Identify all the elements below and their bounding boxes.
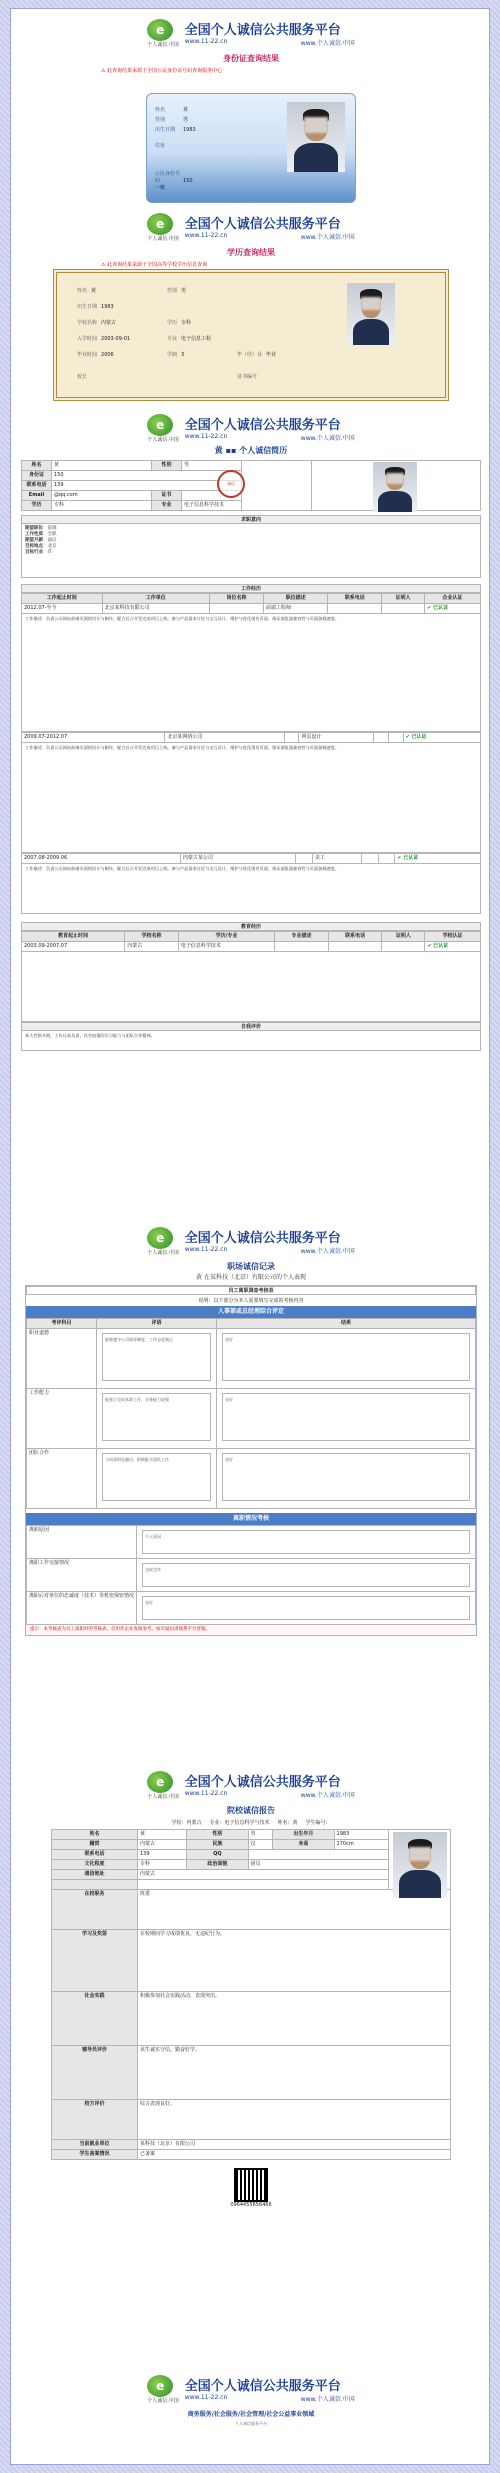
logo-e-icon: e xyxy=(147,19,173,41)
platform-url[interactable]: www.11-22.cn xyxy=(184,1790,228,1797)
table-row: 离职原因 个人原因 xyxy=(27,1526,476,1559)
edu-notice: ⚠ 此查询结果来源于全国高等学校学历信息查询 xyxy=(101,262,208,268)
table-row: 团队合作 与同事相处融洽，积极配合团队工作 良好 xyxy=(27,1449,476,1509)
table-row: 2009.07-2012.07 北京某网络公司 网页设计 ✔ 已认证 xyxy=(22,733,481,743)
table-row: 学习及奖惩 在校期间学习成绩优良，无违纪行为。 xyxy=(52,1930,451,1992)
logo-e-icon: e xyxy=(147,1227,173,1249)
school-photo xyxy=(393,1832,447,1898)
table-row: 工作能力 能独立完成本职工作，业务能力较强 良好 xyxy=(27,1389,476,1449)
qr-code-icon xyxy=(234,2168,268,2202)
school-table: 姓名 黄 性别 男 出生年月 1983 籍贯 内蒙古 民族 汉 身高 170cm 联系电话 139 QQ 文化程度 专科 政治面貌 团员 通信地址 内蒙古 在校职务 班委 学习及奖惩 在校期间学习成绩优良，无违纪行为。 社会实践 积极参加社会实践活动，表现突出。 辅导员评价 该生诚实守信，勤奋好学。 校方评价 综合表现良好。 当前就业单位 某科技（北京）有限公司 学生备案情况 已备案 xyxy=(51,1829,451,2160)
id-notice: ⚠ 此查询结果来源于全国公民身份证号码查询服务中心 xyxy=(101,68,223,74)
report-document xyxy=(10,8,490,2465)
work-history: 工作经历 工作起止时间 工作单位 岗位名称 职位描述 联系电话 证明人 企业认证 2012.07-至今 北京某科技有限公司 前端工程师 ✔ 已认证 工作描述：负责公司网站前端页面的设计与制作，配合后台开发完成项目上线，参与产品需求讨论与交互设计，维护与优化现有页面，保证浏览器兼容性与页面加载速度。 2009.07-2012.07 北京某网络公司 网页设计 ✔ 已认证 工作描述：负责公司网站前端页面的设计与制作，配合后台开发完成项目上线，参与产品需求讨论与交互设计，维护与优化现有页面，保证浏览器兼容性与页面加载速度。 2007.08-2009.06 内蒙古某公司 美工 ✔ 已认证 工作描述：负责公司网站前端页面的设计与制作，配合后台开发完成项目上线，参与产品需求讨论与交互设计，维护与优化现有页面，保证浏览器兼容性与页面加载速度。 xyxy=(21,584,481,914)
id-status: 一致 xyxy=(155,185,166,191)
platform-url[interactable]: www.11-22.cn xyxy=(184,38,228,45)
platform-url[interactable]: www.11-22.cn xyxy=(184,232,228,239)
id-photo xyxy=(287,102,345,172)
resume-title: 黄 ▪▪ 个人诚信简历 xyxy=(214,446,288,455)
id-name: 黄 xyxy=(183,107,189,113)
footer-title: 全国个人诚信公共服务平台 xyxy=(184,2379,341,2394)
table-row: 校方评价 综合表现良好。 xyxy=(52,2100,451,2140)
school-title: 院校诚信报告 xyxy=(227,1806,275,1815)
record-title: 职场诚信记录 xyxy=(227,1262,275,1271)
leave-banner: 离职情况考核 xyxy=(26,1513,476,1525)
id-section-title: 身份证查询结果 xyxy=(223,54,279,63)
id-number: 150 xyxy=(183,178,193,184)
logo-e-icon: e xyxy=(147,2375,173,2397)
table-row: 辅导员评价 该生诚实守信，勤奋好学。 xyxy=(52,2046,451,2100)
platform-url-cn[interactable]: www.个人诚信.中国 xyxy=(300,234,355,241)
self-eval: 本人性格开朗，工作认真负责，具有较强的学习能力与团队合作精神。 xyxy=(21,1031,481,1051)
record-subtitle: 黄 在某科技（北京）有限公司的个人表现 xyxy=(196,1274,306,1281)
self-eval-title: 自我评价 xyxy=(21,1022,481,1031)
record-card: 员工离职调查考核表 说明：以下部分为本人需要填写完成的考核内容 人事部或总经理综合评定 考评科目 评语 结果 职业道德 能够遵守公司规章制度，工作态度端正 良好 工作能力 能独立完成本职工作，业务能力较强 良好 团队合作 与同事相处融洽，积极配合团队工作 良好 离职情况考核 离职原因 个人原因 离职工作交接情况 交接完毕 离职后对单位的忠诚度（技术）等机密保密情况 良好 提示：本考核表为员工离职时的考核表，仅用作企业查阅参考。如有疑问请联系平台客服。 xyxy=(25,1285,477,1636)
platform-url-cn[interactable]: www.个人诚信.中国 xyxy=(300,40,355,47)
table-row: 2007.08-2009.06 内蒙古某公司 美工 ✔ 已认证 xyxy=(22,854,481,864)
eval-banner: 人事部或总经理综合评定 xyxy=(26,1306,476,1318)
footer-url[interactable]: www.11-22.cn xyxy=(184,2394,228,2401)
platform-title: 全国个人诚信公共服务平台 xyxy=(184,217,341,232)
edu-certificate: 姓名 黄 性别 男 出生日期 1983 学校名称 内蒙古 学历 专科 入学时间 2003-09-01 专业 电子信息工程 毕业时间 2006 学制 3 毕（结）业 毕业 校长 证书编号 xyxy=(53,269,449,401)
edu-history: 教育经历 教育起止时间 学校名称 学历/专业 专业描述 联系电话 证明人 学校认证 2003.09-2007.07 内蒙古 电子信息科学技术 ✔ 已认证 自我评价 本人性格开朗，工作认真负责，具有较强的学习能力与团队合作精神。 xyxy=(21,922,481,1051)
edu-section: e 个人诚信.中国 全国个人诚信公共服务平台 www.11-22.cn www.个人诚信.中国 学历查询结果 ⚠ 此查询结果来源于全国高等学校学历信息查询 姓名 黄 性别 男 出生日期 1983 学校名称 内蒙古 学历 专科 入学时间 2003-09-01 专业 电子信息工程 毕业时间 2006 学制 3 毕（结）业 毕业 校长 证书编号 xyxy=(11,207,491,407)
logo-e-icon: e xyxy=(147,1771,173,1793)
check-icon: ✔ xyxy=(427,605,432,611)
edu-section-title: 学历查询结果 xyxy=(227,248,275,257)
table-row: 2012.07-至今 北京某科技有限公司 前端工程师 ✔ 已认证 xyxy=(22,604,481,614)
resume-section: e 个人诚信.中国 全国个人诚信公共服务平台 www.11-22.cn www.个人诚信.中国 黄 ▪▪ 个人诚信简历 姓名 黄 性别 男 身份证 150 联系电话 139 Email @qq.com 证书 学历 专科 专业 电子信息科学技术 诚信 求职意向 期望职位：前端 工作性质：全职 期望月薪：面议 目标地点：北京 目标行业：IT 工作经历 工作起止时间 工作单位 岗位名称 职位描述 联系电话 证明人 企业认证 2012.07-至今 北京某科技有限公司 前端工程师 ✔ 已认证 工作描述：负责公司网站前端页面的设计与制作，配合后台开发完成项目上线，参与产品需求讨论与交互设计，维护与优化现有页面，保证浏览器兼容性与页面加载速度。 2009.07-2012.07 北京某网络公司 网页设计 ✔ 已认证 工作描述：负责公司网站前端页面的设计与制作，配合后台开发完成项目上线，参与产品需求讨论与交互设计，维护与优化现有页面，保证浏览器兼容性与页面加载速度。 2007.08-2009.06 内蒙古某公司 美工 ✔ 已认证 工作描述：负责公司网站前端页面的设计与制作，配合后台开发完成项目上线，参与产品需求讨论与交互设计，维护与优化现有页面，保证浏览器兼容性与页面加载速度。 教育经历 教育起止时间 学校名称 学历/专业 专业描述 联系电话 证明人 学校认证 2003.09-2007.07 内蒙古 电子信息科学技术 ✔ 已认证 自我评价 本人性格开朗，工作认真负责，具有较强的学习能力与团队合作精神。 xyxy=(11,411,491,1201)
table-row: 离职后对单位的忠诚度（技术）等机密保密情况 良好 xyxy=(27,1592,476,1625)
platform-url-cn[interactable]: www.个人诚信.中国 xyxy=(300,435,355,442)
id-sex: 男 xyxy=(183,117,189,123)
work-desc-3: 工作描述：负责公司网站前端页面的设计与制作，配合后台开发完成项目上线，参与产品需求讨论与交互设计，维护与优化现有页面，保证浏览器兼容性与页面加载速度。 xyxy=(21,864,481,914)
verified-seal-icon: 诚信 xyxy=(217,470,245,498)
work-desc-2: 工作描述：负责公司网站前端页面的设计与制作，配合后台开发完成项目上线，参与产品需求讨论与交互设计，维护与优化现有页面，保证浏览器兼容性与页面加载速度。 xyxy=(21,743,481,853)
footer-note: 个人诚信服务平台 xyxy=(235,2421,267,2426)
table-row: 在校职务 班委 xyxy=(52,1890,451,1930)
table-row: 当前就业单位 某科技（北京）有限公司 xyxy=(52,2140,451,2150)
check-icon: ✔ xyxy=(427,943,432,949)
school-section: e 个人诚信.中国 全国个人诚信公共服务平台 www.11-22.cn www.个人诚信.中国 院校诚信报告 学校：内蒙古 专业：电子信息科学与技术 姓名：黄 学生编号： 姓名 黄 性别 男 出生年月 1983 籍贯 内蒙古 民族 汉 身高 170cm 联系电话 139 QQ 文化程度 专科 政治面貌 团员 通信地址 内蒙古 在校职务 班委 学习及奖惩 在校期间学习成绩优良，无违纪行为。 社会实践 积极参加社会实践活动，表现突出。 辅导员评价 该生诚实守信，勤奋好学。 校方评价 综合表现良好。 当前就业单位 某科技（北京）有限公司 学生备案情况 已备案 0964455656466 xyxy=(11,1765,491,2365)
table-row: 学生备案情况 已备案 xyxy=(52,2150,451,2160)
platform-url-cn[interactable]: www.个人诚信.中国 xyxy=(300,2396,355,2403)
school-header: 学校：内蒙古 专业：电子信息科学与技术 姓名：黄 学生编号： xyxy=(171,1820,331,1826)
resume-photo xyxy=(373,462,417,512)
platform-url[interactable]: www.11-22.cn xyxy=(184,433,228,440)
table-row: 离职工作交接情况 交接完毕 xyxy=(27,1559,476,1592)
footer: e 个人诚信.中国 全国个人诚信公共服务平台 www.11-22.cn www.个人诚信.中国 商务服务/社会服务/社会管理/社会公益事业领域 个人诚信服务平台 xyxy=(11,2369,491,2459)
id-card: 姓名 黄 性别 男 出生日期 1983 住址 公民身份号码 150 一致 xyxy=(146,93,356,203)
warning-icon: ⚠ xyxy=(101,262,108,268)
platform-url-cn[interactable]: www.个人诚信.中国 xyxy=(300,1792,355,1799)
platform-title: 全国个人诚信公共服务平台 xyxy=(184,23,341,38)
platform-url[interactable]: www.11-22.cn xyxy=(184,1246,228,1253)
id-birth: 1983 xyxy=(183,127,196,133)
platform-title: 全国个人诚信公共服务平台 xyxy=(184,418,341,433)
footer-services: 商务服务/社会服务/社会管理/社会公益事业领域 xyxy=(187,2411,315,2418)
logo: e 个人诚信.中国 xyxy=(147,19,179,48)
platform-title: 全国个人诚信公共服务平台 xyxy=(184,1231,341,1246)
record-table-title: 员工离职调查考核表 xyxy=(26,1286,476,1295)
warning-icon: ⚠ xyxy=(101,68,108,74)
intent-block: 期望职位：前端 工作性质：全职 期望月薪：面议 目标地点：北京 目标行业：IT xyxy=(21,524,481,578)
logo-e-icon: e xyxy=(147,213,173,235)
qr-block: 0964455656466 xyxy=(11,2168,491,2208)
platform-header xyxy=(11,13,491,53)
work-desc-1: 工作描述：负责公司网站前端页面的设计与制作，配合后台开发完成项目上线，参与产品需求讨论与交互设计，维护与优化现有页面，保证浏览器兼容性与页面加载速度。 xyxy=(21,614,481,732)
resume-basic-table: 姓名 黄 性别 男 身份证 150 联系电话 139 Email @qq.com 证书 学历 专科 专业 电子信息科学技术 诚信 xyxy=(21,460,481,511)
table-row: 职业道德 能够遵守公司规章制度，工作态度端正 良好 xyxy=(27,1329,476,1389)
id-section xyxy=(11,13,491,203)
edu-history-title: 教育经历 xyxy=(21,922,481,931)
table-row: 2003.09-2007.07 内蒙古 电子信息科学技术 ✔ 已认证 xyxy=(22,942,481,952)
logo-e-icon: e xyxy=(147,414,173,436)
record-red-note: 提示：本考核表为员工离职时的考核表，仅用作企业查阅参考。如有疑问请联系平台客服。 xyxy=(26,1625,476,1635)
table-row: 社会实践 积极参加社会实践活动，表现突出。 xyxy=(52,1992,451,2046)
check-icon: ✔ xyxy=(405,734,410,740)
platform-url-cn[interactable]: www.个人诚信.中国 xyxy=(300,1248,355,1255)
record-section: e 个人诚信.中国 全国个人诚信公共服务平台 www.11-22.cn www.个人诚信.中国 职场诚信记录 黄 在某科技（北京）有限公司的个人表现 员工离职调查考核表 说明：以下部分为本人需要填写完成的考核内容 人事部或总经理综合评定 考评科目 评语 结果 职业道德 能够遵守公司规章制度，工作态度端正 良好 工作能力 能独立完成本职工作，业务能力较强 良好 团队合作 与同事相处融洽，积极配合团队工作 良好 离职情况考核 离职原因 个人原因 离职工作交接情况 交接完毕 离职后对单位的忠诚度（技术）等机密保密情况 良好 提示：本考核表为员工离职时的考核表，仅用作企业查阅参考。如有疑问请联系平台客服。 xyxy=(11,1221,491,1751)
work-title: 工作经历 xyxy=(21,584,481,593)
platform-title: 全国个人诚信公共服务平台 xyxy=(184,1775,341,1790)
intent-title: 求职意向 xyxy=(21,515,481,524)
check-icon: ✔ xyxy=(397,855,402,861)
edu-photo xyxy=(347,283,395,345)
